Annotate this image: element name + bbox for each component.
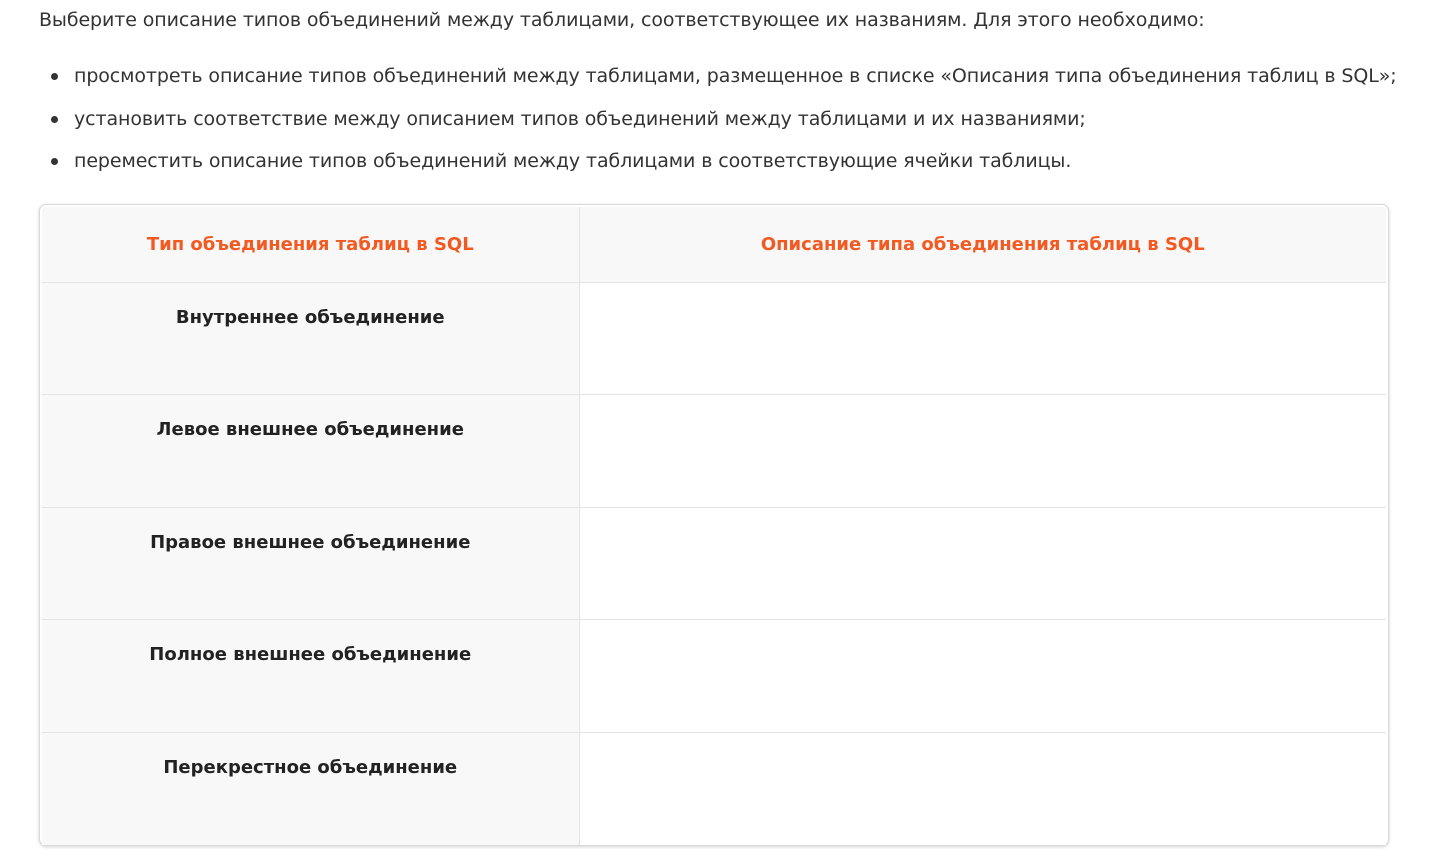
- list-item: [39, 149, 1397, 173]
- list-item: [39, 107, 1397, 131]
- description-drop-cell[interactable]: [579, 732, 1386, 845]
- join-type-cell: Правое внешнее объединение: [42, 507, 579, 620]
- list-item: [39, 64, 1397, 88]
- bullet-icon: [51, 158, 58, 165]
- join-type-cell: Полное внешнее объединение: [42, 620, 579, 733]
- table-row: [42, 282, 1386, 395]
- bullet-icon: [51, 73, 58, 80]
- join-type-cell: Перекрестное объединение: [42, 732, 579, 845]
- table-row: [42, 395, 1386, 508]
- column-header-type: Тип объединения таблиц в SQL: [42, 207, 579, 282]
- task-steps-list: [39, 64, 1397, 192]
- matching-table: [42, 207, 1386, 845]
- step-text: просмотреть описание типов объединений между таблицами, размещенное в списке «Описания типа объединения таблиц в SQL»;: [74, 65, 1397, 87]
- join-type-cell: Левое внешнее объединение: [42, 395, 579, 508]
- table-row: [42, 732, 1386, 845]
- table-header-row: [42, 207, 1386, 282]
- step-text: переместить описание типов объединений между таблицами в соответствующие ячейки таблицы.: [74, 150, 1072, 172]
- description-drop-cell[interactable]: [579, 507, 1386, 620]
- column-header-description: Описание типа объединения таблиц в SQL: [579, 207, 1386, 282]
- table-row: [42, 620, 1386, 733]
- bullet-icon: [51, 116, 58, 123]
- step-text: установить соответствие между описанием типов объединений между таблицами и их названиями;: [74, 107, 1086, 130]
- description-drop-cell[interactable]: [579, 620, 1386, 733]
- description-drop-cell[interactable]: [579, 282, 1386, 395]
- join-type-cell: Внутреннее объединение: [42, 282, 579, 395]
- description-drop-cell[interactable]: [579, 395, 1386, 508]
- table-row: [42, 507, 1386, 620]
- task-intro: Выберите описание типов объединений между таблицами, соответствующее их названиям. Для этого необходимо:: [39, 9, 1205, 31]
- matching-table-card: [39, 204, 1389, 846]
